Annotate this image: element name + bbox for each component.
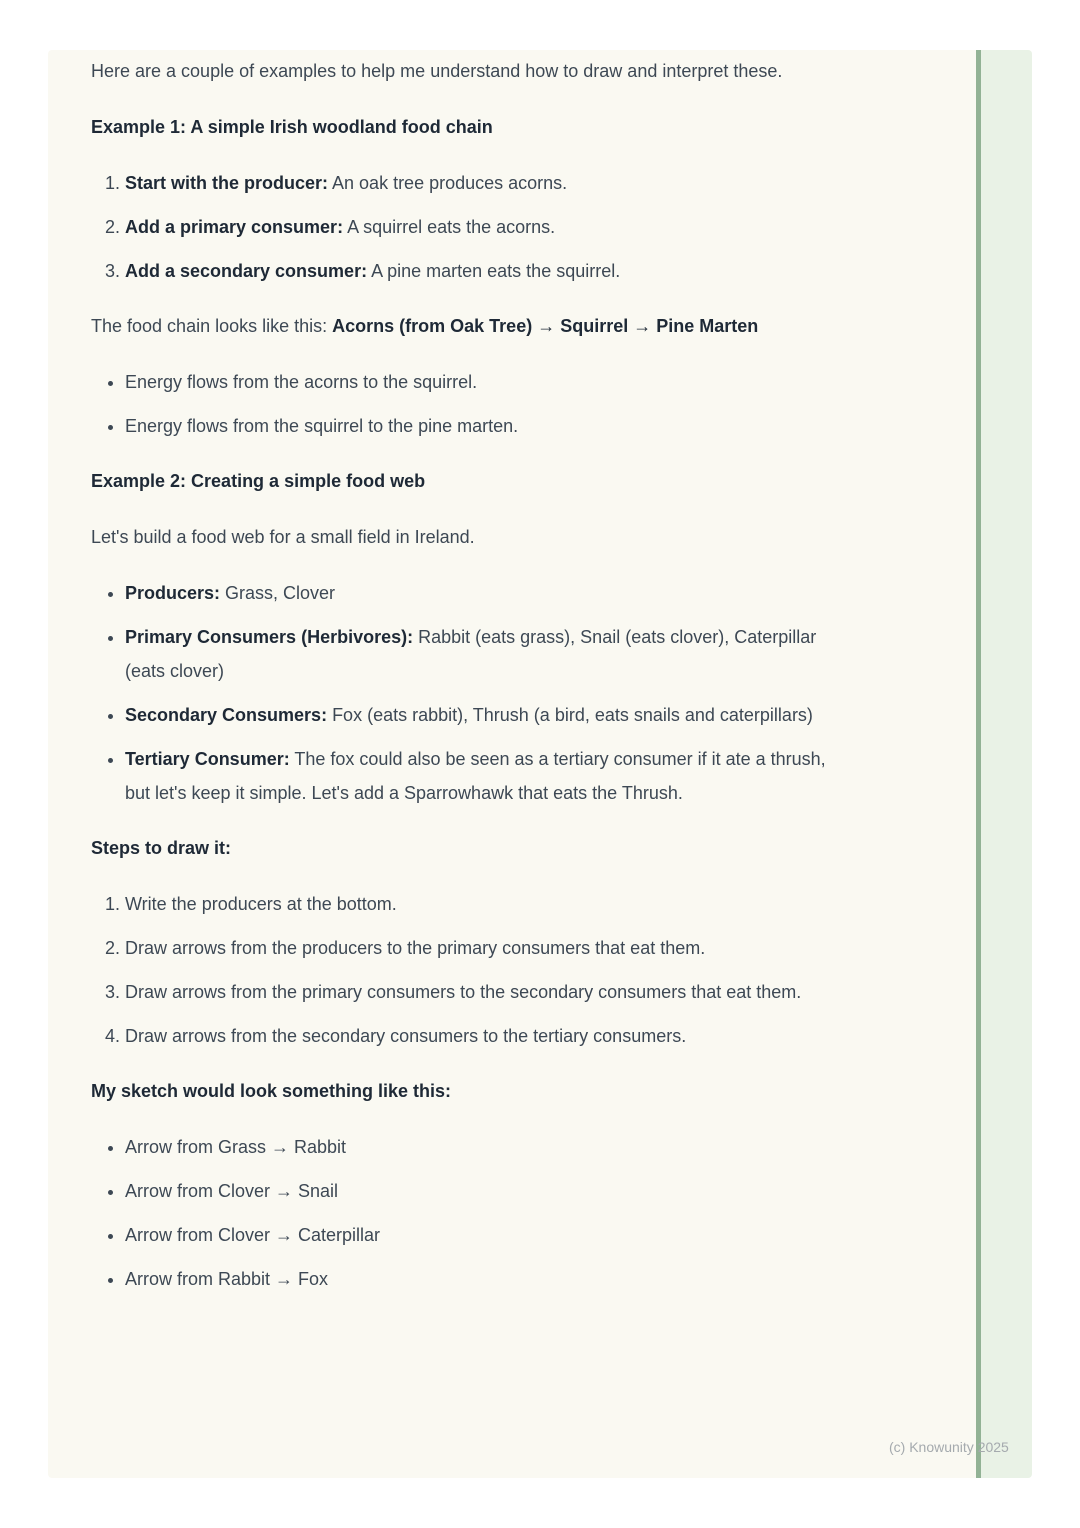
term-description: Fox (eats rabbit), Thrush (a bird, eats snails and caterpillars): [327, 705, 813, 725]
food-chain-intro: The food chain looks like this:: [91, 316, 333, 336]
list-item: [125, 698, 827, 732]
food-chain-paragraph: [91, 309, 827, 344]
term-label: Tertiary Consumer:: [125, 749, 290, 769]
example1-notes-list: [91, 365, 827, 443]
list-item: • Arrow from Clover → Caterpillar: [125, 1218, 827, 1252]
term-description: An oak tree produces acorns.: [328, 173, 568, 193]
term-description: A squirrel eats the acorns.: [343, 217, 556, 237]
watermark: (c) Knowunity 2025: [889, 1439, 1009, 1455]
list-item: [125, 254, 827, 288]
list-item: 1. Write the producers at the bottom.: [125, 887, 827, 921]
steps-heading: Steps to draw it:: [91, 838, 232, 858]
list-item: • Energy flows from the acorns to the squirrel.: [125, 365, 827, 399]
term-label: Primary Consumers (Herbivores):: [125, 627, 414, 647]
document-content: [91, 54, 827, 1317]
term-label: Start with the producer:: [125, 173, 329, 193]
example2-heading: Example 2: Creating a simple food web: [91, 471, 426, 491]
example1-heading: Example 1: A simple Irish woodland food chain: [91, 117, 493, 137]
term-label: Secondary Consumers:: [125, 705, 328, 725]
list-item: • Arrow from Grass → Rabbit: [125, 1130, 827, 1164]
content-card: [48, 50, 1032, 1478]
example1-steps-list: [91, 166, 827, 288]
sketch-arrows-list: [91, 1130, 827, 1296]
list-item: • Energy flows from the squirrel to the pine marten.: [125, 409, 827, 443]
list-item: • Arrow from Rabbit → Fox: [125, 1262, 827, 1296]
example2-intro-paragraph: Let's build a food web for a small field in Ireland.: [91, 527, 475, 547]
term-label: Add a primary consumer:: [125, 217, 344, 237]
term-label: Add a secondary consumer:: [125, 261, 368, 281]
term-description: Rabbit (eats grass), Snail (eats clover), Caterpillar (eats clover): [125, 627, 817, 681]
list-item: 4. Draw arrows from the secondary consumers to the tertiary consumers.: [125, 1019, 827, 1053]
list-item: [125, 620, 827, 688]
list-item: • Arrow from Clover → Snail: [125, 1174, 827, 1208]
list-item: 2. Draw arrows from the producers to the primary consumers that eat them.: [125, 931, 827, 965]
list-item: [125, 166, 827, 200]
sketch-heading: My sketch would look something like this:: [91, 1081, 452, 1101]
page-edge-strip: [976, 50, 1032, 1478]
list-item: [125, 210, 827, 244]
list-item: [125, 742, 827, 810]
list-item: [125, 576, 827, 610]
intro-paragraph: Here are a couple of examples to help me understand how to draw and interpret these.: [91, 61, 783, 81]
draw-steps-list: [91, 887, 827, 1053]
food-chain-sequence: Acorns (from Oak Tree) → Squirrel → Pine Marten: [332, 316, 759, 336]
term-label: Producers:: [125, 583, 221, 603]
example2-roles-list: [91, 576, 827, 810]
list-item: 3. Draw arrows from the primary consumers to the secondary consumers that eat them.: [125, 975, 827, 1009]
term-description: Grass, Clover: [220, 583, 336, 603]
term-description: The fox could also be seen as a tertiary consumer if it ate a thrush, but let's keep it simple. Let's add a Sparrowhawk that eats the Thrush.: [125, 749, 826, 803]
term-description: A pine marten eats the squirrel.: [367, 261, 621, 281]
